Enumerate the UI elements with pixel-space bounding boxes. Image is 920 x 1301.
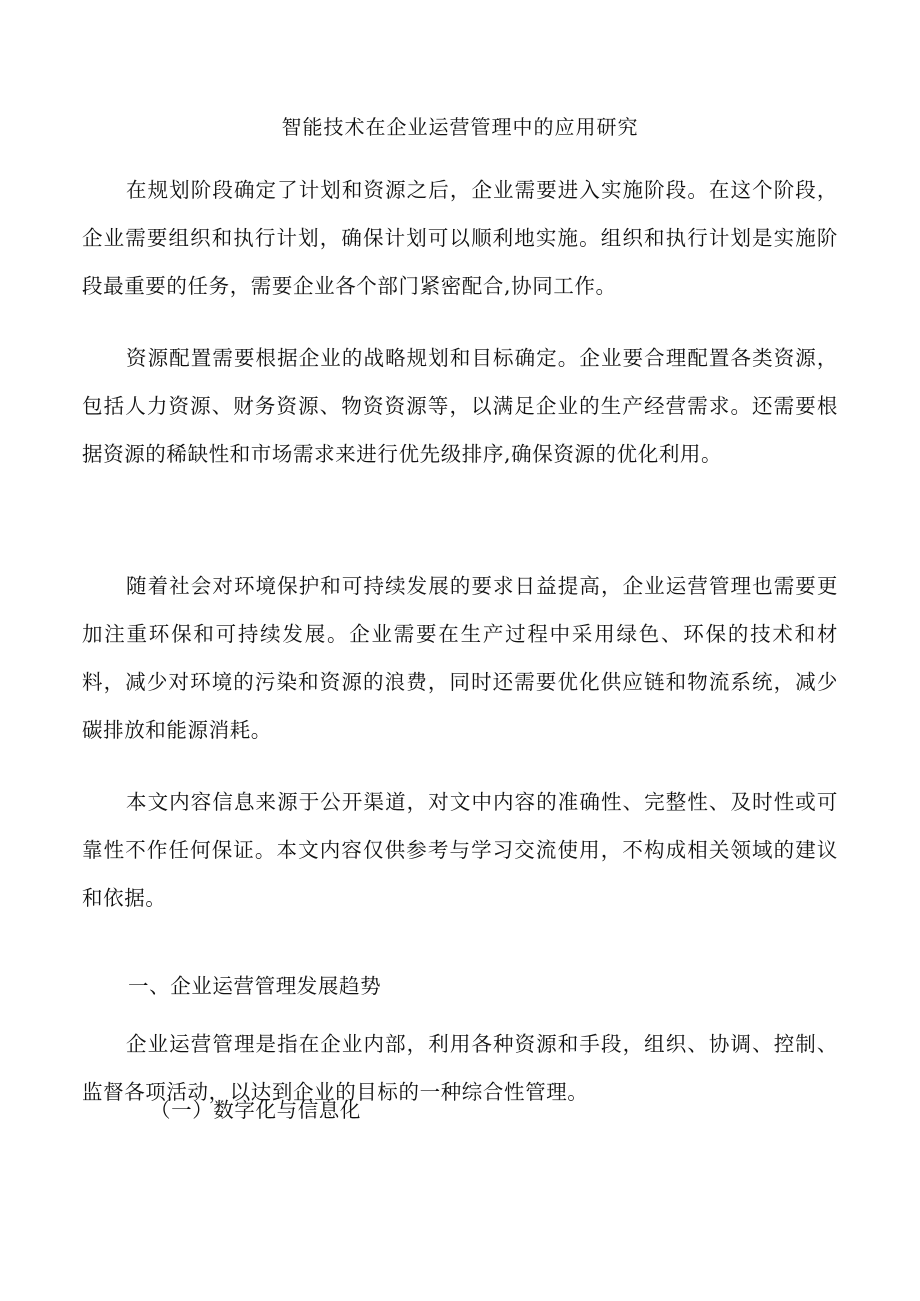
- paragraph-implementation: 在规划阶段确定了计划和资源之后，企业需要进入实施阶段。在这个阶段，企业需要组织和执行计划，确保计划可以顺利地实施。组织和执行计划是实施阶段最重要的任务，需要企业各个部门紧密配合,协同工作。: [82, 178, 838, 298]
- document-title: 智能技术在企业运营管理中的应用研究: [281, 115, 639, 139]
- paragraph-sustainability: 随着社会对环境保护和可持续发展的要求日益提高，企业运营管理也需要更加注重环保和可持续发展。企业需要在生产过程中采用绿色、环保的技术和材料，减少对环境的污染和资源的浪费，同时还需要优化供应链和物流系统，减少碳排放和能源消耗。: [82, 574, 838, 742]
- paragraph-resource-allocation: 资源配置需要根据企业的战略规划和目标确定。企业要合理配置各类资源，包括人力资源、财务资源、物资资源等，以满足企业的生产经营需求。还需要根据资源的稀缺性和市场需求来进行优先级排序,确保资源的优化利用。: [82, 346, 838, 466]
- paragraph-section-intro: 企业运营管理是指在企业内部，利用各种资源和手段，组织、协调、控制、监督各项活动，以达到企业的目标的一种综合性管理。: [82, 1032, 838, 1104]
- section-heading: 一、企业运营管理发展趋势: [128, 974, 382, 998]
- paragraph-disclaimer: 本文内容信息来源于公开渠道，对文中内容的准确性、完整性、及时性或可靠性不作任何保证。本文内容仅供参考与学习交流使用，不构成相关领域的建议和依据。: [82, 790, 838, 910]
- subsection-heading: （一）数字化与信息化: [150, 1098, 361, 1122]
